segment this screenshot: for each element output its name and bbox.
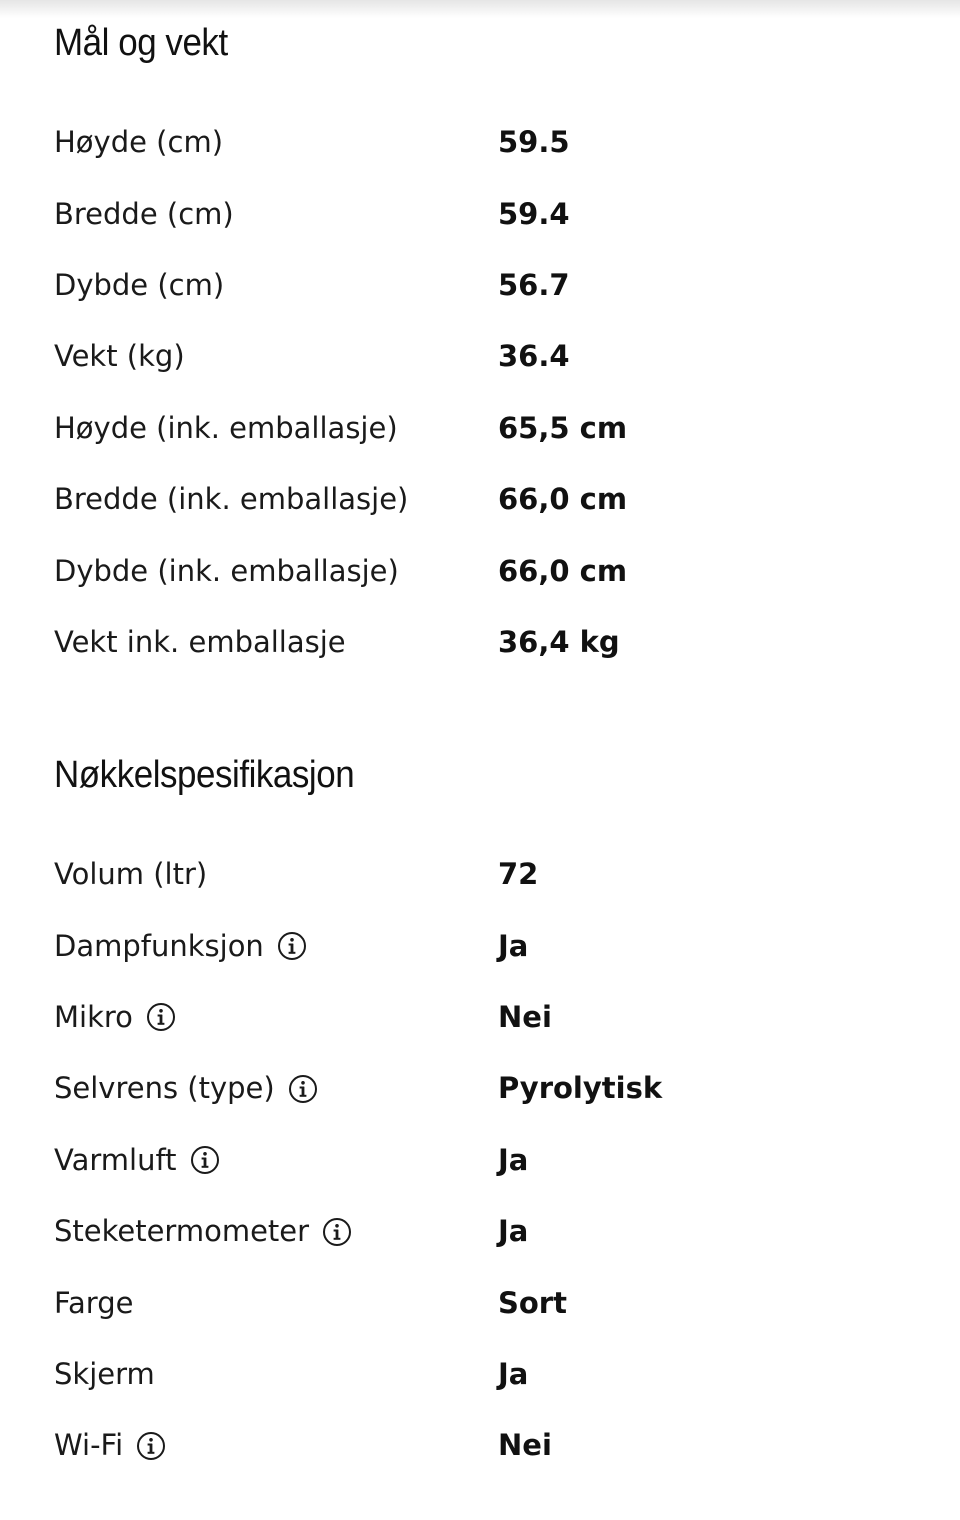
spec-label-wrap	[54, 624, 498, 659]
spec-value: Ja	[498, 1142, 529, 1177]
spec-value: Pyrolytisk	[498, 1071, 663, 1106]
spec-value: 36,4 kg	[498, 624, 620, 659]
spec-label: Wi-Fi	[54, 1428, 124, 1463]
spec-value: Nei	[498, 1428, 552, 1463]
spec-label-wrap	[54, 1285, 498, 1320]
spec-label: Varmluft	[54, 1142, 177, 1177]
spec-value: 65,5 cm	[498, 410, 628, 445]
spec-value: 56.7	[498, 267, 570, 302]
info-icon[interactable]	[146, 1002, 176, 1032]
spec-value: 59.5	[498, 125, 570, 160]
spec-label: Bredde (cm)	[54, 196, 234, 231]
section-title-key-specs: Nøkkelspesifikasjon	[54, 754, 355, 796]
spec-label-wrap	[54, 1356, 498, 1391]
info-icon[interactable]	[190, 1145, 220, 1175]
info-icon[interactable]	[288, 1074, 318, 1104]
spec-value: 59.4	[498, 196, 570, 231]
spec-label-wrap	[54, 1071, 498, 1106]
spec-label-wrap	[54, 999, 498, 1034]
spec-row	[54, 1410, 934, 1481]
spec-value: Nei	[498, 999, 552, 1034]
spec-label-wrap	[54, 339, 498, 374]
spec-value: 66,0 cm	[498, 482, 628, 517]
spec-label-wrap	[54, 1214, 498, 1249]
spec-label-wrap	[54, 267, 498, 302]
spec-value: 36.4	[498, 339, 570, 374]
spec-row	[54, 910, 934, 981]
spec-label-wrap	[54, 928, 498, 963]
info-icon[interactable]	[277, 931, 307, 961]
spec-label: Vekt ink. emballasje	[54, 624, 346, 659]
spec-label: Farge	[54, 1285, 134, 1320]
spec-row	[54, 535, 934, 606]
spec-label: Skjerm	[54, 1356, 155, 1391]
spec-label: Dybde (cm)	[54, 267, 225, 302]
spec-value: Ja	[498, 928, 529, 963]
spec-label: Høyde (ink. emballasje)	[54, 410, 398, 445]
spec-value: Ja	[498, 1356, 529, 1391]
spec-label: Steketermometer	[54, 1214, 310, 1249]
section-title-dimensions: Mål og vekt	[54, 22, 228, 64]
spec-row	[54, 1339, 934, 1410]
spec-label: Vekt (kg)	[54, 339, 185, 374]
spec-row	[54, 464, 934, 535]
spec-row	[54, 250, 934, 321]
info-icon[interactable]	[136, 1431, 166, 1461]
spec-label: Høyde (cm)	[54, 125, 224, 160]
spec-value: Sort	[498, 1285, 567, 1320]
spec-row	[54, 321, 934, 392]
spec-label-wrap	[54, 1428, 498, 1463]
spec-row	[54, 1196, 934, 1267]
spec-row	[54, 1267, 934, 1338]
spec-value: 66,0 cm	[498, 553, 628, 588]
spec-label-wrap	[54, 1142, 498, 1177]
spec-label-wrap	[54, 125, 498, 160]
spec-row	[54, 393, 934, 464]
spec-label: Volum (ltr)	[54, 857, 208, 892]
spec-row	[54, 982, 934, 1053]
spec-label: Dybde (ink. emballasje)	[54, 553, 399, 588]
spec-list-key-specs	[54, 839, 934, 1482]
spec-row	[54, 107, 934, 178]
spec-value: Ja	[498, 1214, 529, 1249]
spec-row	[54, 607, 934, 678]
info-icon[interactable]	[322, 1217, 352, 1247]
spec-label-wrap	[54, 482, 498, 517]
spec-label-wrap	[54, 410, 498, 445]
spec-label-wrap	[54, 857, 498, 892]
spec-row	[54, 839, 934, 910]
spec-label-wrap	[54, 553, 498, 588]
spec-label: Selvrens (type)	[54, 1071, 275, 1106]
spec-label: Dampfunksjon	[54, 928, 264, 963]
spec-row	[54, 178, 934, 249]
spec-label: Mikro	[54, 999, 133, 1034]
spec-list-dimensions	[54, 107, 934, 678]
spec-label: Bredde (ink. emballasje)	[54, 482, 409, 517]
spec-row	[54, 1125, 934, 1196]
spec-row	[54, 1053, 934, 1124]
spec-value: 72	[498, 857, 539, 892]
spec-label-wrap	[54, 196, 498, 231]
